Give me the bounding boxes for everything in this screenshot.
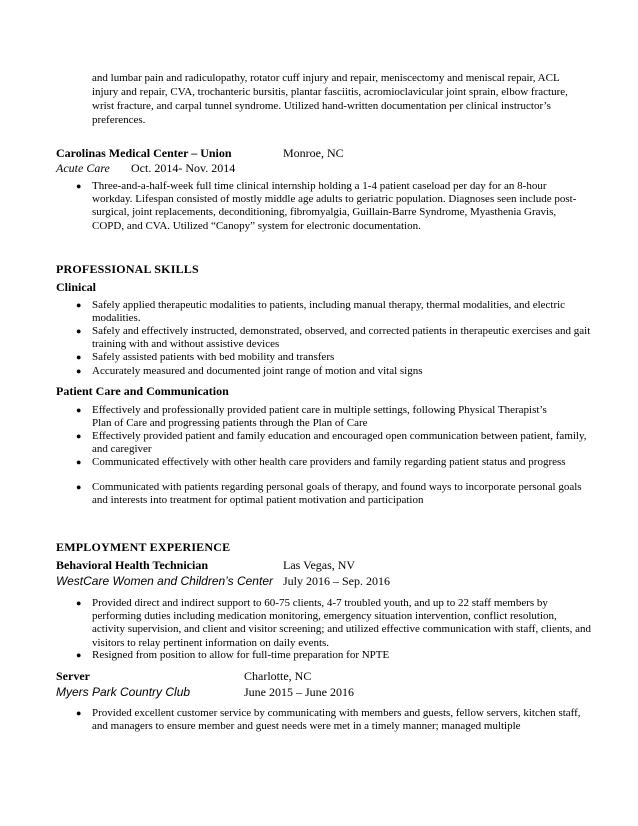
list-item xyxy=(76,325,592,351)
bullet-icon: ● xyxy=(76,326,82,336)
bullet-text: Resigned from position to allow for full-time preparation for NPTE xyxy=(92,649,390,661)
continuation-paragraph: and lumbar pain and radiculopathy, rotator cuff injury and repair, meniscectomy and meniscal repair, ACL injury and repair, CVA, trochanteric bursitis, plantar fasciitis, acromioclavicular joint sprain, elbow fracture, wrist fracture, and carpal tunnel syndrome. Utilized hand-written documentation per clinical instructor’s preferences. xyxy=(92,72,568,126)
job-dates: June 2015 – June 2016 xyxy=(244,685,354,699)
job-location: Las Vegas, NV xyxy=(283,558,356,572)
list-item xyxy=(76,456,572,469)
list-item xyxy=(76,299,572,325)
job-employer: WestCare Women and Children’s Center xyxy=(56,574,273,588)
bullet-text: Communicated effectively with other health care providers and family regarding patient status and progress xyxy=(92,456,566,468)
list-item xyxy=(76,180,582,233)
bullet-icon: ● xyxy=(76,366,82,376)
list-item xyxy=(76,597,592,650)
job-location: Charlotte, NC xyxy=(244,669,312,683)
job-title: Behavioral Health Technician xyxy=(56,558,209,572)
bullet-text: Safely applied therapeutic modalities to patients, including manual therapy, thermal modalities, and electric modalities. xyxy=(92,299,566,325)
subsection-heading: Patient Care and Communication xyxy=(56,384,229,398)
list-item xyxy=(76,707,592,733)
bullet-text: Communicated with patients regarding personal goals of therapy, and found ways to incorporate personal goals and interests into treatment for optimal patient motivation and participation xyxy=(92,481,582,507)
bullet-icon: ● xyxy=(76,650,82,660)
job-title: Server xyxy=(56,669,90,683)
list-item xyxy=(76,351,582,364)
role-dates: Oct. 2014- Nov. 2014 xyxy=(131,161,236,175)
bullet-text: Accurately measured and documented joint range of motion and vital signs xyxy=(92,365,423,377)
subsection-heading: Clinical xyxy=(56,280,97,294)
bullet-icon: ● xyxy=(76,598,82,608)
bullet-icon: ● xyxy=(76,405,82,415)
bullet-icon: ● xyxy=(76,431,82,441)
list-item xyxy=(76,430,592,456)
role-title: Acute Care xyxy=(56,161,110,175)
job-employer: Myers Park Country Club xyxy=(56,685,191,699)
bullet-text: Safely and effectively instructed, demonstrated, observed, and corrected patients in therapeutic exercises and gait training with and without assistive devices xyxy=(92,325,591,351)
bullet-text: Effectively provided patient and family education and encouraged open communication between patient, family, and caregiver xyxy=(92,430,587,456)
bullet-text: Provided excellent customer service by communicating with members and guests, fellow servers, kitchen staff, and managers to ensure member and guest needs were met in a timely manner; managed multiple xyxy=(92,707,581,733)
bullet-text: Effectively and professionally provided patient care in multiple settings, following Physical Therapist’s Plan of Care and progressing patients through the Plan of Care xyxy=(92,404,547,430)
list-item xyxy=(76,365,582,378)
bullet-icon: ● xyxy=(76,352,82,362)
bullet-icon: ● xyxy=(76,300,82,310)
bullet-icon: ● xyxy=(76,482,82,492)
bullet-text: Safely assisted patients with bed mobility and transfers xyxy=(92,351,335,363)
section-heading: PROFESSIONAL SKILLS xyxy=(56,262,199,276)
list-item xyxy=(76,649,582,662)
list-item xyxy=(76,481,592,507)
employer-name: Carolinas Medical Center – Union xyxy=(56,146,232,160)
list-item xyxy=(76,404,562,430)
bullet-icon: ● xyxy=(76,181,82,191)
bullet-text: Three-and-a-half-week full time clinical internship holding a 1-4 patient caseload per day for an 8-hour workday. Lifespan consisted of mostly middle age adults to geriatric population. Diagnoses seen include post-surgical, joint replacements, deconditioning, fibromyalgia, Guillain-Barre Syndrome, Myasthenia Gravis, COPD, and CVA. Utilized “Canopy” system for electronic documentation. xyxy=(92,180,577,232)
section-heading: EMPLOYMENT EXPERIENCE xyxy=(56,540,231,554)
bullet-icon: ● xyxy=(76,457,82,467)
bullet-icon: ● xyxy=(76,708,82,718)
employer-location: Monroe, NC xyxy=(283,146,344,160)
bullet-text: Provided direct and indirect support to 60-75 clients, 4-7 troubled youth, and up to 22 staff members by performing duties including medication monitoring, emergency situation intervention, conflict resolution, activity supervision, and client and visitor screening; and utilized effective communication with staff, clients, and visitors to relay pertinent information on daily events. xyxy=(92,597,592,649)
job-dates: July 2016 – Sep. 2016 xyxy=(283,574,391,588)
